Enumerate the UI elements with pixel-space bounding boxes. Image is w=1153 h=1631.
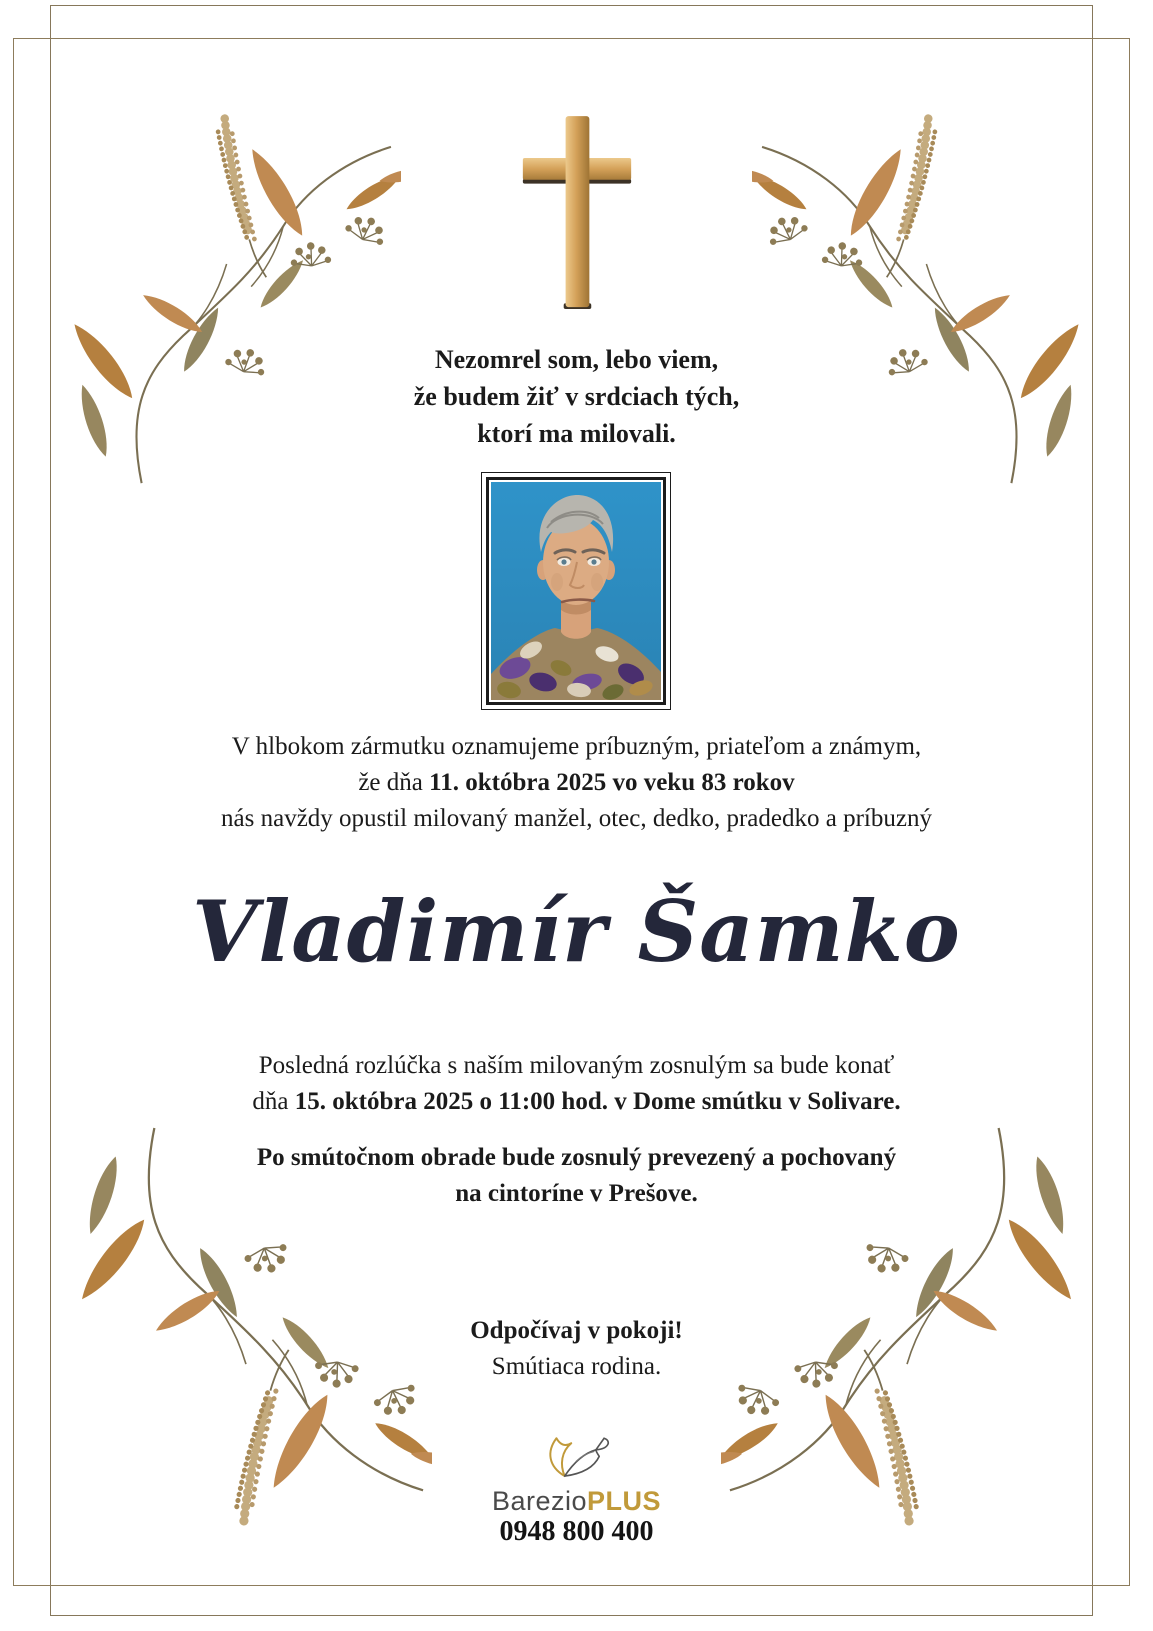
portrait-photo-frame <box>481 472 671 710</box>
company-name <box>0 1486 1153 1516</box>
farewell-paragraph <box>0 1048 1153 1120</box>
grieving-family-line: Smútiaca rodina. <box>491 1353 662 1380</box>
death-date-and-age: 11. októbra 2025 vo veku 83 rokov <box>429 769 795 796</box>
announcement-date-prefix: že dňa <box>358 769 430 796</box>
burial-line: na cintoríne v Prešove. <box>455 1180 698 1207</box>
announcement-line <box>0 765 1153 801</box>
company-name-primary: Barezio <box>491 1486 588 1516</box>
company-phone-number: 0948 800 400 <box>499 1516 654 1547</box>
quote-line: Nezomrel som, lebo viem, <box>434 345 719 374</box>
farewell-line: Posledná rozlúčka s naším milovaným zosnulým sa bude konať <box>258 1052 895 1079</box>
ceremony-date-place: 15. októbra 2025 o 11:00 hod. v Dome smútku v Solivare. <box>294 1088 901 1115</box>
portrait-photo <box>491 482 661 700</box>
dove-icon <box>540 1430 614 1486</box>
quote-line: ktorí ma milovali. <box>477 419 676 448</box>
farewell-date-prefix: dňa <box>252 1088 295 1115</box>
announcement-line: V hlbokom zármutku oznamujeme príbuzným, priateľom a známym, <box>231 733 922 760</box>
memorial-quote <box>0 341 1153 452</box>
announcement-paragraph <box>0 729 1153 837</box>
burial-line: Po smútočnom obrade bude zosnulý prevezený a pochovaný <box>256 1144 897 1171</box>
funeral-company-logo <box>0 1430 1153 1548</box>
company-name-accent: PLUS <box>587 1486 662 1516</box>
cross-icon <box>520 114 634 314</box>
deceased-name: Vladimír Šamko <box>192 882 961 981</box>
closing-paragraph <box>0 1313 1153 1385</box>
rest-in-peace-line: Odpočívaj v pokoji! <box>470 1317 683 1344</box>
quote-line: že budem žiť v srdciach tých, <box>413 382 740 411</box>
burial-paragraph <box>0 1140 1153 1212</box>
announcement-line: nás navždy opustil milovaný manžel, otec, dedko, pradedko a príbuzný <box>221 805 932 832</box>
farewell-line <box>0 1084 1153 1120</box>
portrait-photo-inner-frame <box>486 477 666 705</box>
